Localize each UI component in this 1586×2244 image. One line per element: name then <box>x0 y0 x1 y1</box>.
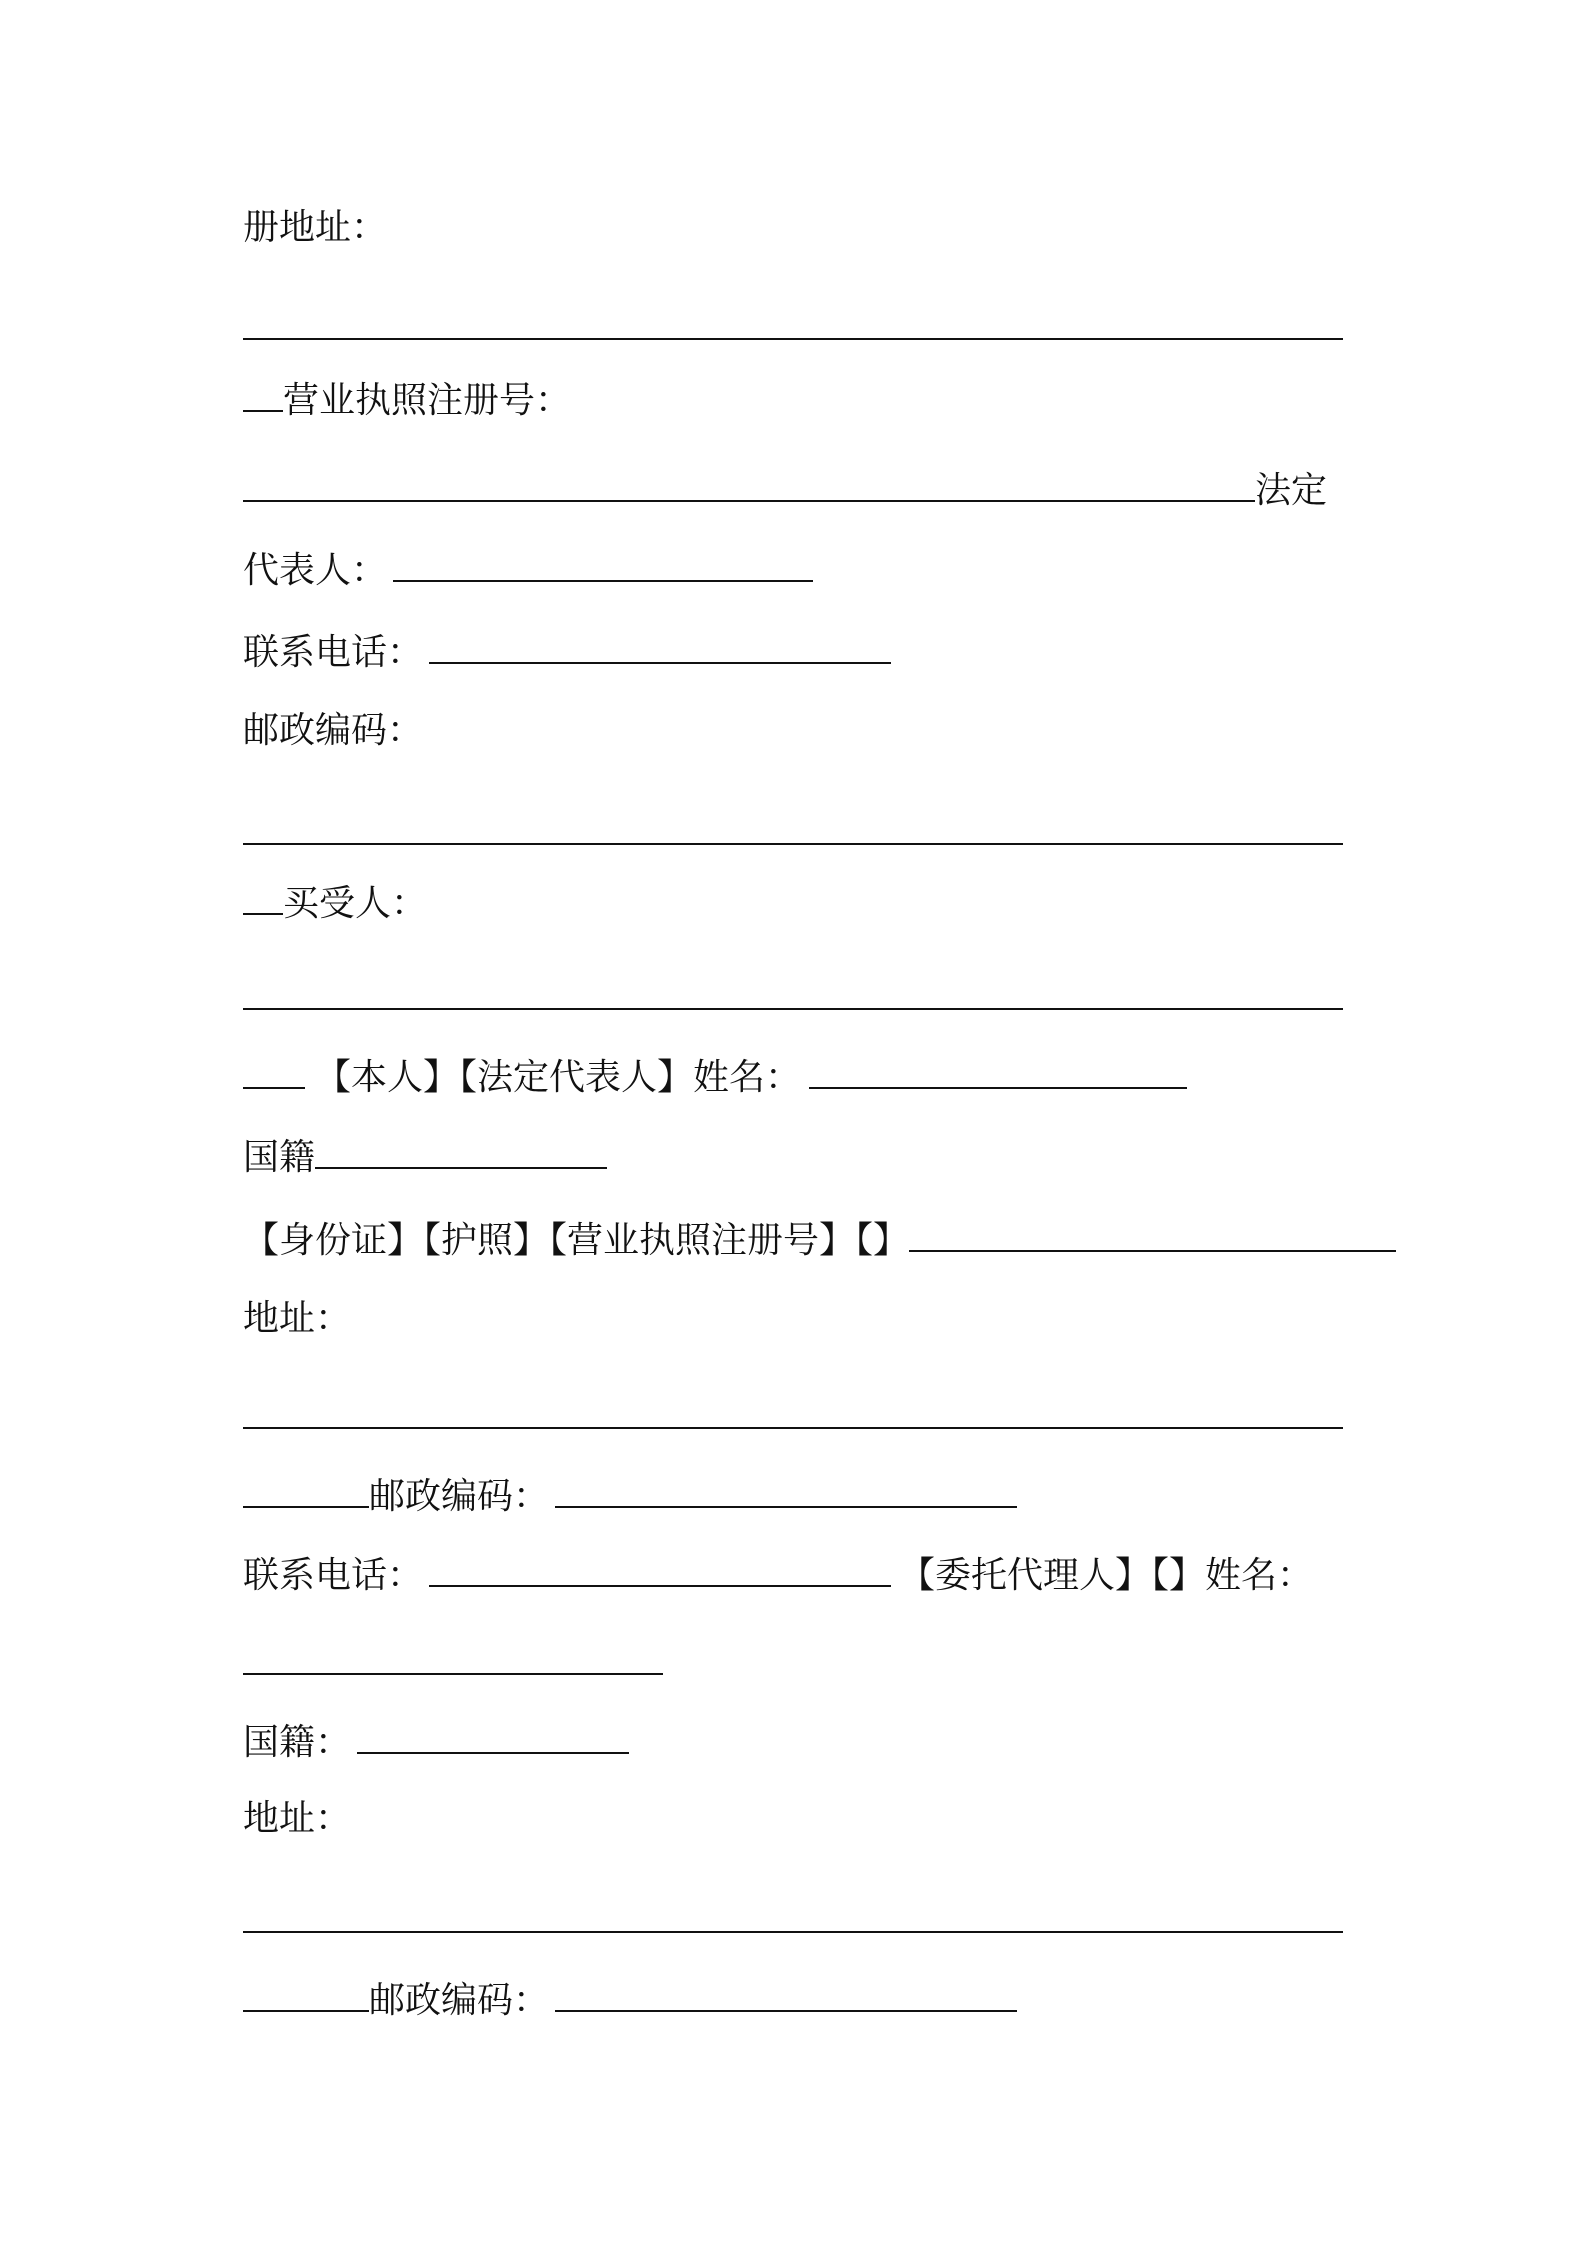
blank-line <box>243 1633 663 1685</box>
fill-blank <box>243 873 283 915</box>
fill-blank <box>555 1970 1017 2012</box>
fill-blank <box>243 460 1255 502</box>
fill-blank <box>357 1712 629 1754</box>
fill-blank <box>809 1047 1187 1089</box>
buyer-line <box>243 873 427 925</box>
agent-name-label: 【委托代理人】【】姓名： <box>899 1555 1314 1596</box>
business-license-label: 营业执照注册号： <box>283 380 572 421</box>
address-label-line <box>243 1293 351 1345</box>
legal-rep-label-part1: 法定 <box>1255 470 1328 511</box>
postal-code-label: 邮政编码： <box>369 1476 550 1517</box>
agent-nationality-line <box>243 1712 629 1764</box>
agent-address-label: 地址： <box>243 1798 352 1839</box>
fill-blank <box>243 1466 369 1508</box>
phone-agent-line <box>243 1545 1313 1597</box>
legal-rep-line <box>243 540 813 592</box>
nationality-line <box>243 1127 607 1179</box>
id-document-line <box>243 1210 1396 1262</box>
fill-blank <box>393 540 813 582</box>
agent-postal-code-label: 邮政编码： <box>369 1980 550 2021</box>
buyer-label: 买受人： <box>283 883 428 924</box>
postal-code-line <box>243 1466 1017 1518</box>
blank-line <box>243 968 1343 1020</box>
fill-blank <box>243 370 283 412</box>
buyer-name-label: 【本人】【法定代表人】姓名： <box>315 1057 802 1098</box>
id-document-label: 【身份证】【护照】【营业执照注册号】【】 <box>243 1220 910 1261</box>
buyer-name-line <box>243 1047 1187 1099</box>
fill-blank <box>429 622 891 664</box>
fill-blank <box>243 1047 305 1089</box>
fill-blank <box>243 1633 663 1675</box>
fill-blank <box>243 298 1343 340</box>
blank-line <box>243 298 1343 350</box>
business-license-line <box>243 370 571 422</box>
agent-address-label-line <box>243 1793 351 1845</box>
blank-line <box>243 1387 1343 1439</box>
blank-line <box>243 1891 1343 1943</box>
address-label: 地址： <box>243 1298 352 1339</box>
fill-blank <box>243 1387 1343 1429</box>
fill-blank <box>429 1545 891 1587</box>
nationality-label: 国籍 <box>243 1137 316 1178</box>
blank-line <box>243 803 1343 855</box>
fill-blank <box>555 1466 1017 1508</box>
registered-address-label-line <box>243 202 387 254</box>
postal-code-label: 邮政编码： <box>243 710 424 751</box>
legal-rep-label-part2: 代表人： <box>243 550 388 591</box>
phone-label: 联系电话： <box>243 1555 424 1596</box>
phone-label: 联系电话： <box>243 632 424 673</box>
fill-blank <box>243 1891 1343 1933</box>
legal-rep-prefix-line <box>243 460 1327 512</box>
agent-nationality-label: 国籍： <box>243 1722 352 1763</box>
agent-postal-code-line <box>243 1970 1017 2022</box>
postal-code-label-line <box>243 705 423 757</box>
fill-blank <box>243 968 1343 1010</box>
fill-blank <box>909 1210 1396 1252</box>
fill-blank <box>243 803 1343 845</box>
fill-blank <box>315 1127 607 1169</box>
fill-blank <box>243 1970 369 2012</box>
phone-line <box>243 622 891 674</box>
registered-address-label: 册地址： <box>243 207 388 248</box>
